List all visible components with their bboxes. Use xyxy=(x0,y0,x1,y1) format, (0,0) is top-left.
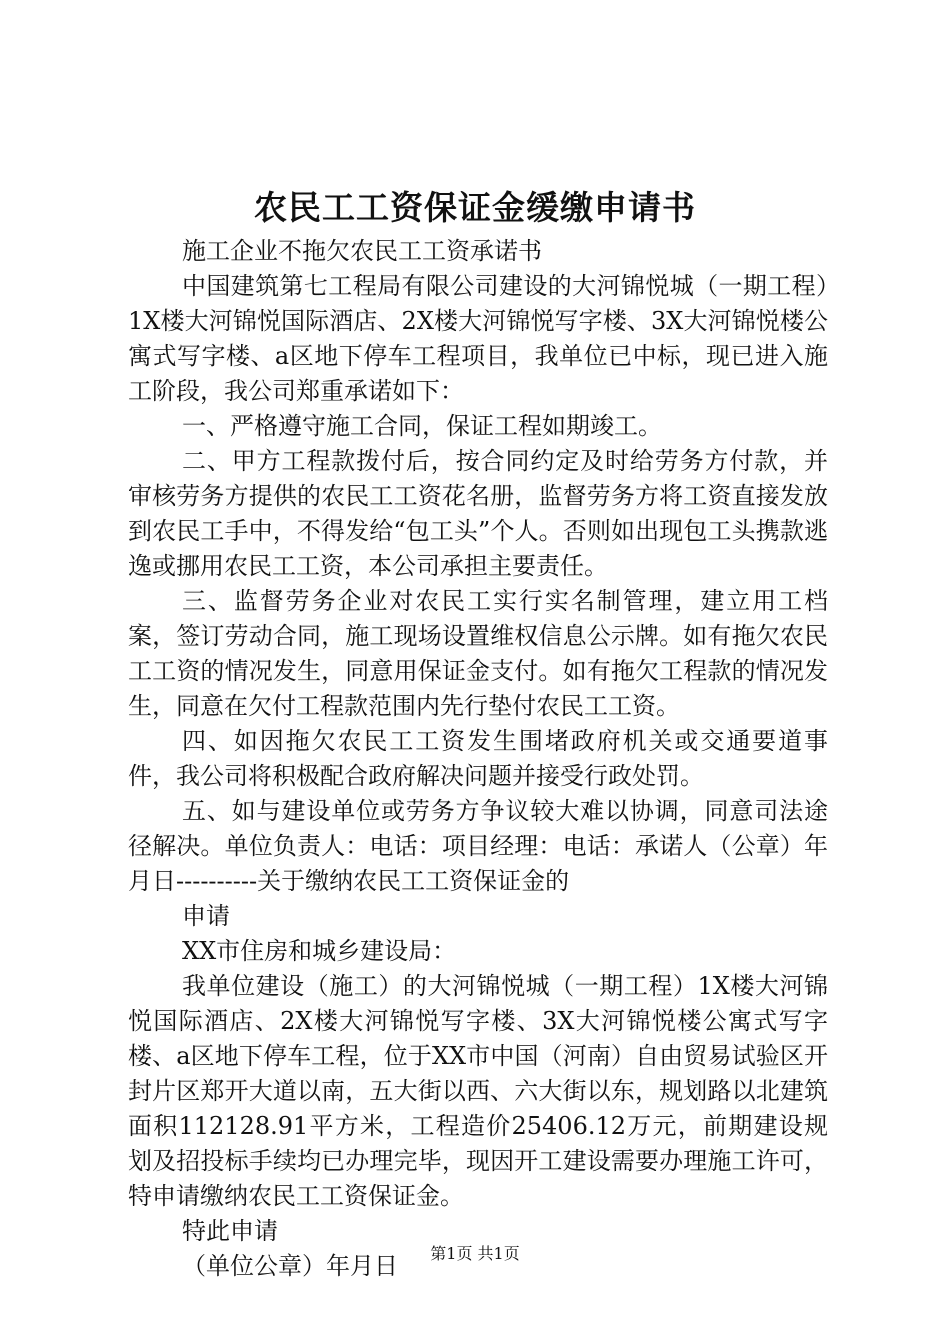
paragraph-commitment-heading: 施工企业不拖欠农民工工资承诺书 xyxy=(182,237,542,265)
paragraph-signature: （单位公章）年月日 xyxy=(182,1252,398,1280)
paragraph-application-body: 我单位建设（施工）的大河锦悦城（一期工程）1X楼大河锦悦国际酒店、2X楼大河锦悦写字楼、3X大河锦悦楼公寓式写字楼、a区地下停车工程，位于XX市中国（河南）自由贸易试验区开封片区郑开大道以南，五大街以西、六大街以东，规划路以北建筑面积112128.91平方米，工程造价25406.12万元，前期建设规划及招投标手续均已办理完毕，现因开工建设需要办理施工许可，特申请缴纳农民工工资保证金。 xyxy=(128,972,828,1210)
paragraph-item-4: 四、如因拖欠农民工工资发生围堵政府机关或交通要道事件，我公司将积极配合政府解决问题并接受行政处罚。 xyxy=(128,727,828,790)
paragraph-application-title: 申请 xyxy=(182,902,230,930)
paragraph-item-1: 一、严格遵守施工合同，保证工程如期竣工。 xyxy=(182,412,662,440)
paragraph-item-5: 五、如与建设单位或劳务方争议较大难以协调，同意司法途径解决。单位负责人：电话：项目经理：电话：承诺人（公章）年月日----------关于缴纳农民工工资保证金的 xyxy=(128,797,828,895)
document-title: 农民工工资保证金缓缴申请书 xyxy=(254,188,696,227)
document-body xyxy=(128,234,828,1284)
paragraph-closing: 特此申请 xyxy=(182,1217,278,1245)
paragraph-addressee: XX市住房和城乡建设局： xyxy=(182,937,457,965)
paragraph-intro: 中国建筑第七工程局有限公司建设的大河锦悦城（一期工程）1X楼大河锦悦国际酒店、2X楼大河锦悦写字楼、3X大河锦悦楼公寓式写字楼、a区地下停车工程项目，我单位已中标，现已进入施工阶段，我公司郑重承诺如下： xyxy=(128,272,828,405)
paragraph-item-3: 三、监督劳务企业对农民工实行实名制管理，建立用工档案，签订劳动合同，施工现场设置维权信息公示牌。如有拖欠农民工工资的情况发生，同意用保证金支付。如有拖欠工程款的情况发生，同意在欠付工程款范围内先行垫付农民工工资。 xyxy=(128,587,828,720)
page-footer: 第1页 共1页 xyxy=(430,1244,520,1263)
paragraph-item-2: 二、甲方工程款拨付后，按合同约定及时给劳务方付款，并审核劳务方提供的农民工工资花名册，监督劳务方将工资直接发放到农民工手中，不得发给“包工头”个人。否则如出现包工头携款逃逸或挪用农民工工资，本公司承担主要责任。 xyxy=(128,447,828,580)
